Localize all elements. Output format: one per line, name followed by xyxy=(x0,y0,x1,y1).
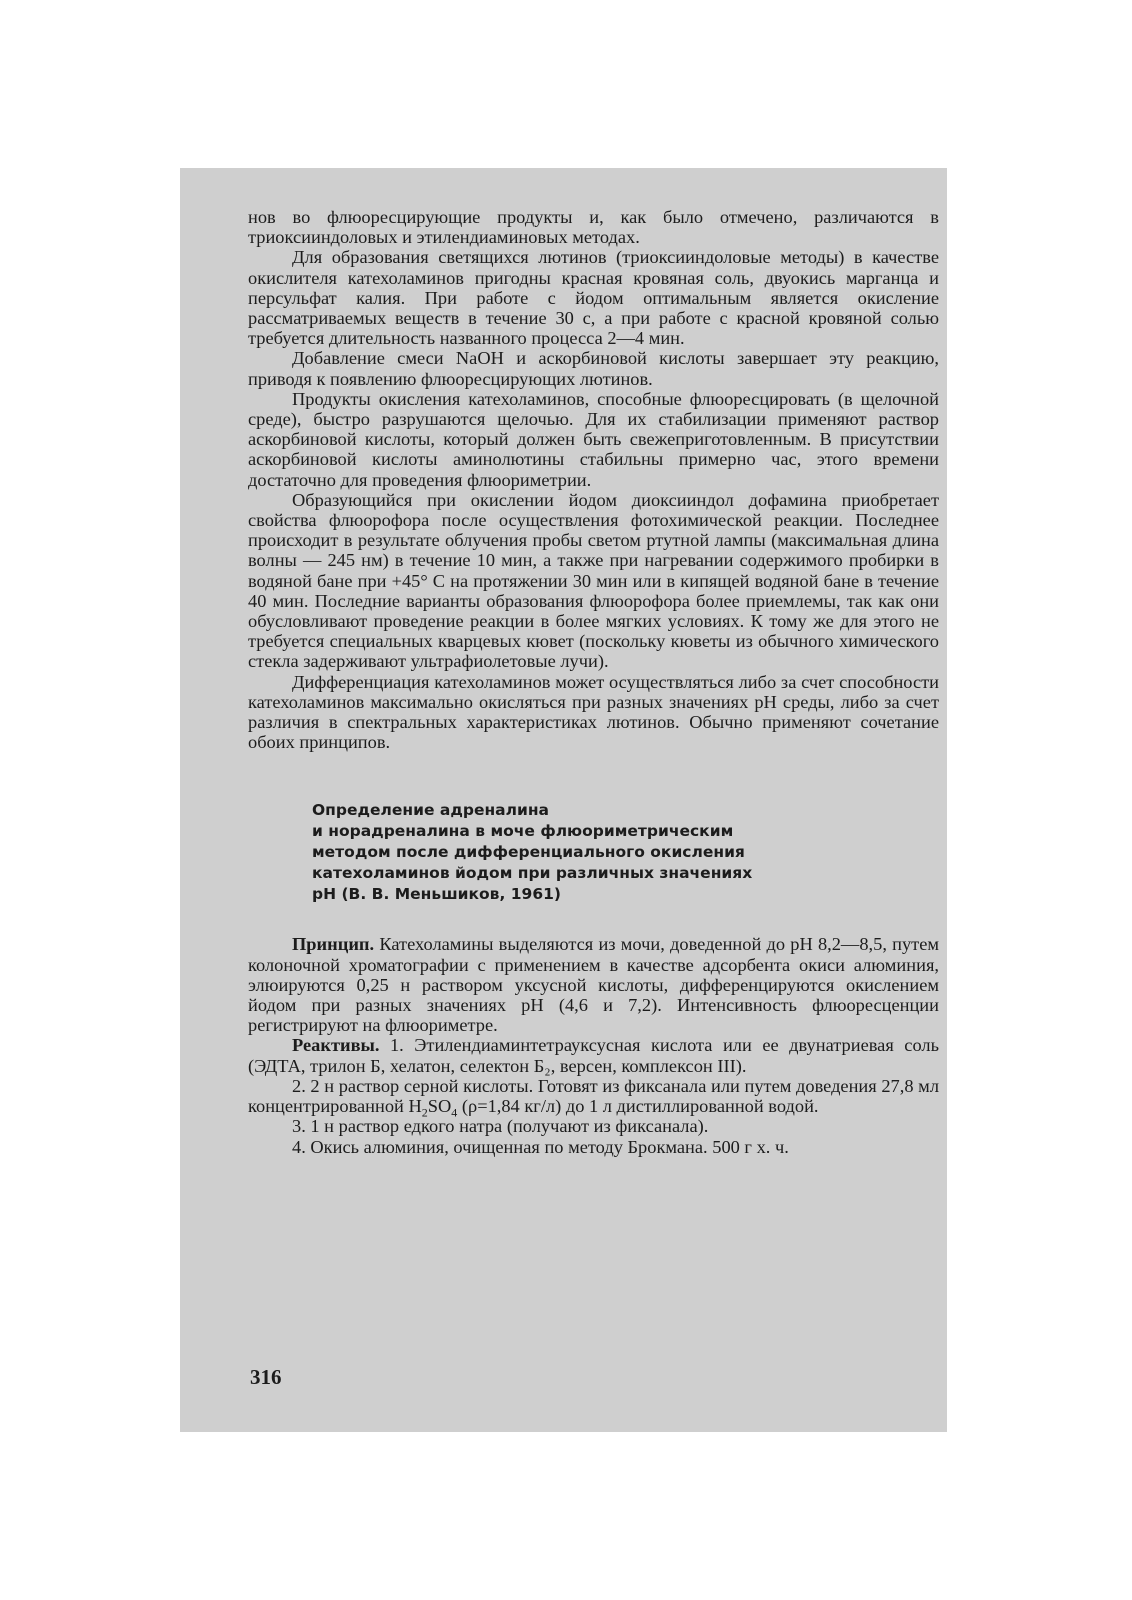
page-number: 316 xyxy=(250,1365,282,1389)
paragraph-reagent-3: 3. 1 н раствор едкого натра (получают из фиксанала). xyxy=(292,1116,709,1137)
paragraph-reagent-4: 4. Окись алюминия, очищенная по методу Брокмана. 500 г х. ч. xyxy=(292,1136,789,1157)
principle-label: Принцип. xyxy=(292,934,375,955)
page-content xyxy=(248,207,939,1157)
paragraph-reagent-2 xyxy=(248,1075,939,1120)
paragraph-oxidizers: Для образования светящихся лютинов (триоксииндоловые методы) в качестве окислителя катехоламинов пригодны красная кровяная соль, двуокись марганца и персульфат калия. При работе с йодом оптимальным является окисление рассматриваемых веществ в течение 30 с, а при работе с красной кровяной солью требуется длительность названного процесса 2—4 мин. xyxy=(248,247,939,349)
paragraph-principle xyxy=(248,934,939,1035)
section-heading xyxy=(312,800,812,904)
reagent-2-text-end: (ρ=1,84 кг/л) до 1 л дистиллированной водой. xyxy=(457,1096,819,1117)
spacer xyxy=(248,904,939,934)
section-heading-line: pH (В. В. Меньшиков, 1961) xyxy=(312,884,561,903)
paragraph-naoh: Добавление смеси NaOH и аскорбиновой кислоты завершает эту реакцию, приводя к появлению флюоресцирующих лютинов. xyxy=(248,348,939,389)
paragraph-reagent-1 xyxy=(248,1035,939,1075)
section-heading-line: и норадреналина в моче флюориметрическим xyxy=(312,822,734,841)
section-heading-line: Определение адреналина xyxy=(312,801,550,820)
formula-part: SO xyxy=(427,1096,452,1117)
section-heading-line: катехоламинов йодом при различных значениях xyxy=(312,863,753,882)
paragraph-continuation: нов во флюоресцирующие продукты и, как было отмечено, различаются в триоксииндоловых и этилендиаминовых методах. xyxy=(248,207,939,248)
subscript: 2 xyxy=(421,1105,428,1120)
reagents-label: Реактивы. xyxy=(292,1035,380,1056)
reagent-1-text: 1. Этилендиаминтетрауксусная кислота или ее двунатриевая соль (ЭДТА, трилон Б, хелатон, селектон Б₂, версен, комплексон III). xyxy=(248,1035,939,1076)
reagent-2-text: 2. 2 н раствор серной кислоты. Готовят из фиксанала или путем доведения 27,8 мл концентрированной H xyxy=(248,1075,939,1117)
paragraph-differentiation: Дифференциация катехоламинов может осуществляться либо за счет способности катехоламинов максимально окисляться при разных значениях pH среды, либо за счет различия в спектральных характеристиках лютинов. Обычно применяют сочетание обоих принципов. xyxy=(248,671,939,753)
paragraph-stabilization: Продукты окисления катехоламинов, способные флюоресцировать (в щелочной среде), быстро разрушаются щелочью. Для их стабилизации применяют раствор аскорбиновой кислоты, который должен быть свежеприготовленным. В присутствии аскорбиновой кислоты аминолютины стабильны примерно час, этого времени достаточно для проведения флюориметрии. xyxy=(248,388,939,490)
principle-text: Катехоламины выделяются из мочи, доведенной до pH 8,2—8,5, путем колоночной хроматографии с применением в качестве адсорбента окиси алюминия, элюируются 0,25 н раствором уксусной кислоты, дифференцируются окислением йодом при разных значениях pH (4,6 и 7,2). Интенсивность флюоресценции регистрируют на флюориметре. xyxy=(248,934,939,1036)
section-heading-line: методом после дифференциального окисления xyxy=(312,843,745,862)
subscript: 4 xyxy=(451,1105,458,1120)
paragraph-dopamine: Образующийся при окислении йодом диоксииндол дофамина приобретает свойства флюорофора после осуществления фотохимической реакции. Последнее происходит в результате облучения пробы светом ртутной лампы (максимальная длина волны — 245 нм) в течение 10 мин, а также при нагревании содержимого пробирки в водяной бане при +45° С на протяжении 30 мин или в кипящей водяной бане в течение 40 мин. Последние варианты образования флюорофора более приемлемы, так как они обусловливают проведение реакции в более мягких условиях. К тому же для этого не требуется специальных кварцевых кювет (поскольку кюветы из обычного химического стекла задерживают ультрафиолетовые лучи). xyxy=(248,489,939,672)
